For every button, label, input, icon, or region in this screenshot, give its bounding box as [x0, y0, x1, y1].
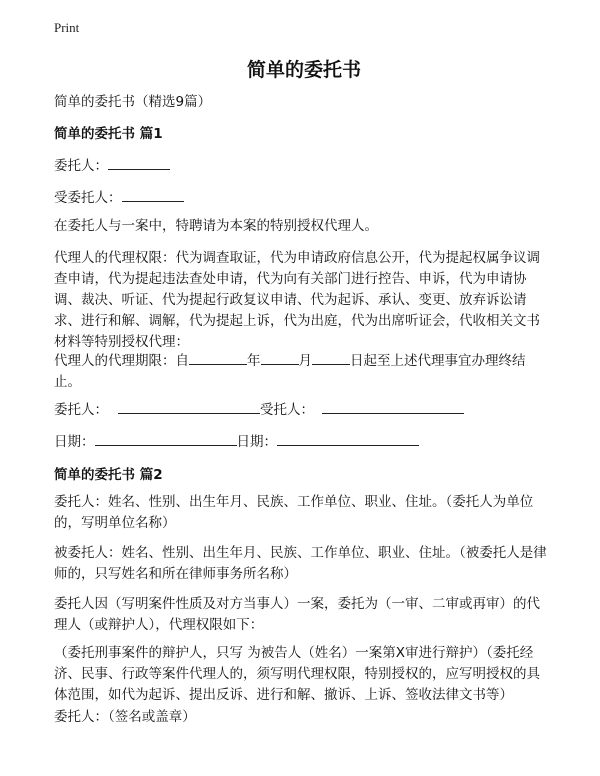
section2-case-paragraph: 委托人因（写明案件性质及对方当事人）一案，委托为（一审、二审或再审）的代理人（或辩护人），代理权限如下： — [54, 596, 540, 633]
date-blank-2 — [277, 431, 419, 446]
section1-heading: 简单的委托书 篇1 — [54, 126, 163, 142]
intro-paragraph: 在委托人与一案中，特聘请为本案的特别授权代理人。 — [54, 218, 378, 234]
section2-agent-paragraph: 被委托人：姓名、性别、出生年月、民族、工作单位、职业、住址。（被委托人是律师的，只写姓名和所在律师事务所名称） — [54, 545, 547, 582]
period-paragraph — [54, 350, 549, 393]
period-year: 年 — [247, 353, 261, 369]
document-subtitle: 简单的委托书（精选9篇） — [54, 94, 212, 110]
agent-blank — [122, 187, 184, 202]
principal-line — [54, 155, 170, 177]
period-suffix: 日起至上述代理事宜办理终结止。 — [54, 353, 526, 390]
sign-principal-blank — [118, 399, 260, 414]
signature-line — [54, 399, 464, 421]
principal-blank — [108, 155, 170, 170]
sign-agent-label: 受托人： — [260, 402, 314, 418]
powers-paragraph: 代理人的代理权限：代为调查取证，代为申请政府信息公开，代为提起权属争议调查申请，代为提起违法查处申请，代为向有关部门进行控告、申诉，代为申请协调、裁决、听证、代为提起行政复议申请、代为起诉、承认、变更、放弃诉讼请求、进行和解、调解，代为提起上诉，代为出庭，代为出席听证会，代收相关文书材料等特别授权代理： — [54, 250, 540, 350]
section2-scope-paragraph: （委托刑事案件的辩护人，只写 为被告人（姓名）一案第X审进行辩护）（委托经济、民事、行政等案件代理人的，须写明代理权限，特别授权的，应写明授权的具体范围，如代为起诉、提出反诉、进行和解、撤诉、上诉、签收法律文书等） — [54, 645, 540, 703]
sign-agent-blank — [322, 399, 464, 414]
sign-principal-label: 委托人： — [54, 402, 108, 418]
period-prefix: 代理人的代理期限：自 — [54, 353, 189, 369]
agent-label: 受委托人： — [54, 190, 122, 206]
date-label-2: 日期： — [236, 434, 277, 450]
document-title: 简单的委托书 — [246, 59, 361, 81]
print-link[interactable]: Print — [54, 20, 80, 35]
date-label-1: 日期： — [54, 434, 95, 450]
period-day-blank — [312, 350, 350, 365]
section2-sign-line: 委托人：（签名或盖章） — [54, 709, 196, 725]
agent-line — [54, 187, 184, 209]
date-blank-1 — [95, 431, 237, 446]
period-month-blank — [261, 350, 299, 365]
section2-principal-paragraph: 委托人：姓名、性别、出生年月、民族、工作单位、职业、住址。（委托人为单位的，写明单位名称） — [54, 494, 534, 531]
principal-label: 委托人： — [54, 158, 108, 174]
period-start-blank — [189, 350, 247, 365]
period-month: 月 — [298, 353, 312, 369]
section2-heading: 简单的委托书 篇2 — [54, 467, 163, 483]
date-line — [54, 431, 419, 453]
